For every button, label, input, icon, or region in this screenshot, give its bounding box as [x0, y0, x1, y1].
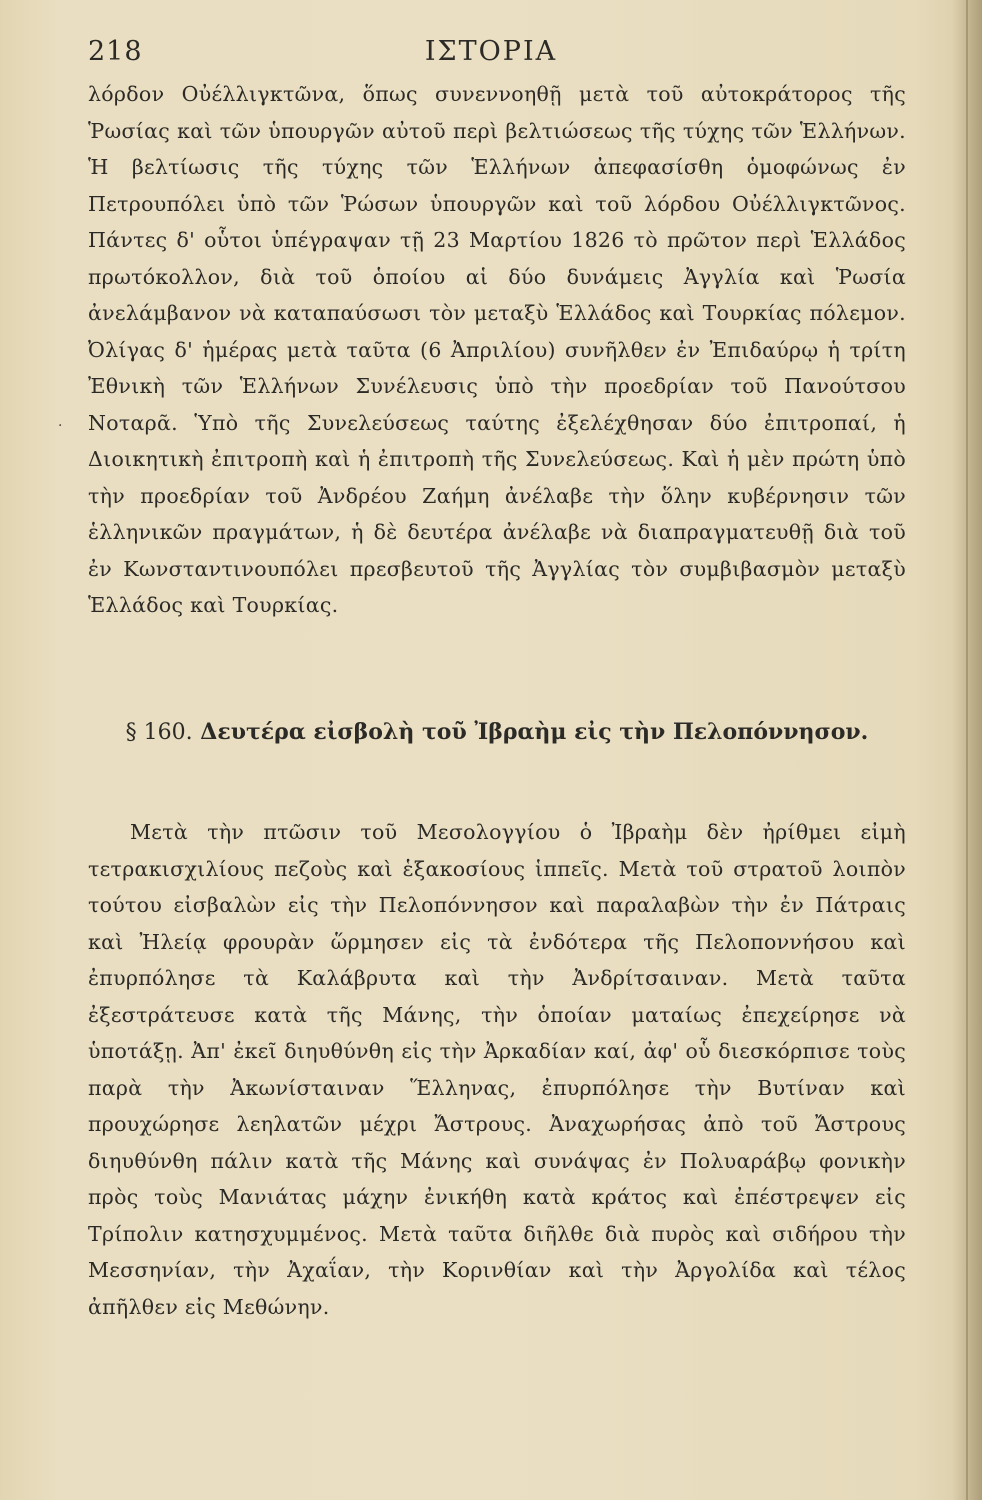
- margin-dot: ·: [58, 418, 63, 434]
- body-paragraph: Μετὰ τὴν πτῶσιν τοῦ Μεσολογγίου ὁ Ἰβραὴμ δὲν ἠρίθμει εἰμὴ τετρακισχιλίους πεζοὺς καὶ ἑξακοσίους ἱππεῖς. Μετὰ τοῦ στρατοῦ λοιπὸν τούτου εἰσβαλὼν εἰς τὴν Πελοπόννησον καὶ παραλαβὼν τὴν ἐν Πάτραις καὶ Ἠλείᾳ φρουρὰν ὥρμησεν εἰς τὰ ἐνδότερα τῆς Πελοποννήσου καὶ ἐπυρπόλησε τὰ Καλάβρυτα καὶ τὴν Ἀνδρίτσαιναν. Μετὰ ταῦτα ἐξεστράτευσε κατὰ τῆς Μάνης, τὴν ὁποίαν ματαίως ἐπεχείρησε νὰ ὑποτάξῃ. Ἀπ' ἐκεῖ διηυθύνθη εἰς τὴν Ἀρκαδίαν καί, ἀφ' οὗ διεσκόρπισε τοὺς παρὰ τὴν Ἀκωνίσταιναν Ἕλληνας, ἐπυρπόλησε τὴν Βυτίναν καὶ προυχώρησε λεηλατῶν μέχρι Ἄστρους. Ἀναχωρήσας ἀπὸ τοῦ Ἄστρους διηυθύνθη πάλιν κατὰ τῆς Μάνης καὶ συνάψας ἐν Πολυαράβῳ φονικὴν πρὸς τοὺς Μανιάτας μάχην ἐνικήθη κατὰ κράτος καὶ ἐπέστρεψεν εἰς Τρίπολιν κατησχυμμένος. Μετὰ ταῦτα διῆλθε διὰ πυρὸς καὶ σιδήρου τὴν Μεσσηνίαν, τὴν Ἀχαΐαν, τὴν Κορινθίαν καὶ τὴν Ἀργολίδα καὶ τέλος ἀπῆλθεν εἰς Μεθώνην.: [88, 820, 906, 1319]
- section-heading: [88, 713, 906, 752]
- page-number: 218: [88, 36, 143, 67]
- running-title: ΙΣΤΟΡΙΑ: [424, 36, 558, 67]
- section-title: Δευτέρα εἰσβολὴ τοῦ Ἰβραὴμ εἰς τὴν Πελοπόννησον.: [200, 719, 869, 745]
- section-number: § 160.: [125, 720, 193, 745]
- page-edge-line: [966, 0, 968, 1500]
- body-paragraph: λόρδον Οὐέλλιγκτῶνα, ὅπως συνεννοηθῇ μετὰ τοῦ αὐτοκράτορος τῆς Ῥωσίας καὶ τῶν ὑπουργῶν αὐτοῦ περὶ βελτιώσεως τῆς τύχης τῶν Ἑλλήνων. Ἡ βελτίωσις τῆς τύχης τῶν Ἑλλήνων ἀπεφασίσθη ὁμοφώνως ἐν Πετρουπόλει ὑπὸ τῶν Ῥώσων ὑπουργῶν καὶ τοῦ λόρδου Οὐέλλιγκτῶνος. Πάντες δ' οὗτοι ὑπέγραψαν τῇ 23 Μαρτίου 1826 τὸ πρῶτον περὶ Ἑλλάδος πρωτόκολλον, διὰ τοῦ ὁποίου αἱ δύο δυνάμεις Ἀγγλία καὶ Ῥωσία ἀνελάμβανον νὰ καταπαύσωσι τὸν μεταξὺ Ἑλλάδος καὶ Τουρκίας πόλεμον. Ὀλίγας δ' ἡμέρας μετὰ ταῦτα (6 Ἀπριλίου) συνῆλθεν ἐν Ἐπιδαύρῳ ἡ τρίτη Ἐθνικὴ τῶν Ἑλλήνων Συνέλευσις ὑπὸ τὴν προεδρίαν τοῦ Πανούτσου Νοταρᾶ. Ὑπὸ τῆς Συνελεύσεως ταύτης ἐξελέχθησαν δύο ἐπιτροπαί, ἡ Διοικητικὴ ἐπιτροπὴ καὶ ἡ ἐπιτροπὴ τῆς Συνελεύσεως. Καὶ ἡ μὲν πρώτη ὑπὸ τὴν προεδρίαν τοῦ Ἀνδρέου Ζαήμη ἀνέλαβε τὴν ὅλην κυβέρνησιν τῶν ἑλληνικῶν πραγμάτων, ἡ δὲ δευτέρα ἀνέλαβε νὰ διαπραγματευθῇ διὰ τοῦ ἐν Κωνσταντινουπόλει πρεσβευτοῦ τῆς Ἀγγλίας τὸν συμβιβασμὸν μεταξὺ Ἑλλάδος καὶ Τουρκίας.: [88, 82, 906, 617]
